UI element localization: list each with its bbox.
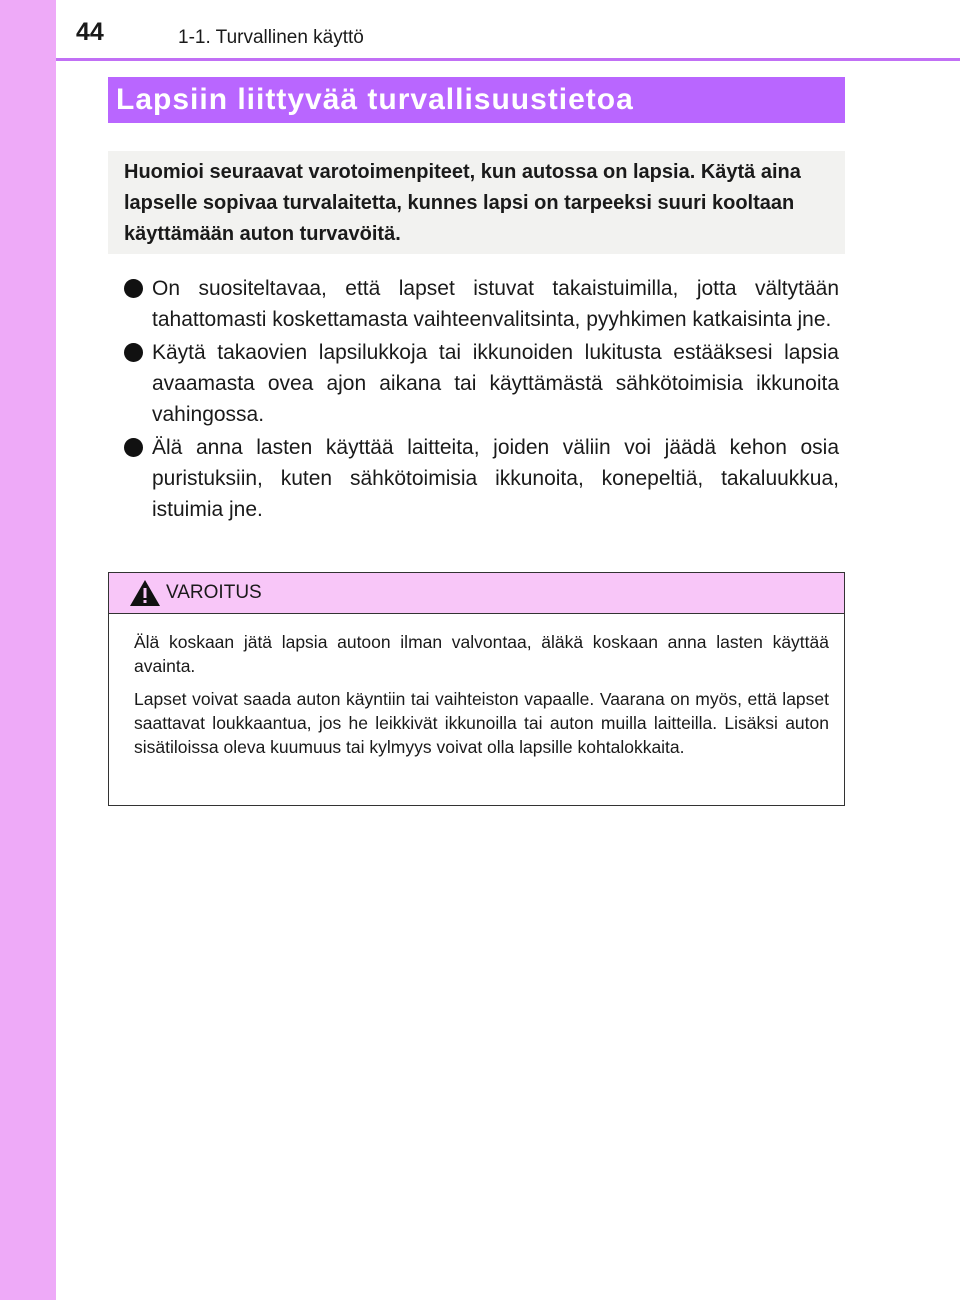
warning-header [109, 573, 844, 614]
running-header: 1-1. Turvallinen käyttö [178, 27, 364, 48]
warning-paragraph: Lapset voivat saada auton käyntiin tai vaihteiston vapaalle. Vaarana on myös, että lapset saattavat loukkaantua, jos he leikkivät ikkunoilla tai auton muilla laitteilla. Lisäksi auton sisätiloissa oleva kuumuus tai kylmyys voivat olla lapsille kohtalokkaita. [134, 689, 829, 757]
bullet-list [124, 273, 839, 527]
bullet-icon [124, 343, 143, 362]
warning-paragraph: Älä koskaan jätä lapsia autoon ilman valvontaa, äläkä koskaan anna lasten käyttää avainta. [134, 632, 829, 676]
warning-body [109, 614, 844, 759]
bullet-text: Käytä takaovien lapsilukkoja tai ikkunoiden lukitusta estääksesi lapsia avaamasta ovea ajon aikana tai käyttämästä sähkötoimisia ikkunoita vahingossa. [152, 341, 839, 426]
warning-triangle-icon [129, 579, 161, 607]
intro-text: Huomioi seuraavat varotoimenpiteet, kun autossa on lapsia. Käytä aina lapselle sopivaa turvalaitetta, kunnes lapsi on tarpeeksi suuri kooltaan käyttämään auton turvavöitä. [124, 161, 801, 245]
list-item [124, 273, 839, 335]
bullet-text: On suositeltavaa, että lapset istuvat takaistuimilla, jotta vältytään tahattomasti koskettamasta vaihteenvalitsinta, pyyhkimen katkaisinta jne. [152, 277, 839, 331]
bullet-icon [124, 438, 143, 457]
list-item [124, 432, 839, 525]
warning-box [108, 572, 845, 806]
bullet-icon [124, 279, 143, 298]
page-side-band [0, 0, 56, 1300]
bullet-text: Älä anna lasten käyttää laitteita, joiden väliin voi jäädä kehon osia puristuksiin, kuten sähkötoimisia ikkunoita, konepeltiä, takaluukkua, istuimia jne. [152, 436, 839, 521]
warning-title: VAROITUS [166, 582, 262, 603]
intro-box [108, 151, 845, 254]
section-title: Lapsiin liittyvää turvallisuustietoa [108, 77, 845, 123]
header-divider [56, 58, 960, 61]
page-number: 44 [76, 18, 104, 46]
list-item [124, 337, 839, 430]
